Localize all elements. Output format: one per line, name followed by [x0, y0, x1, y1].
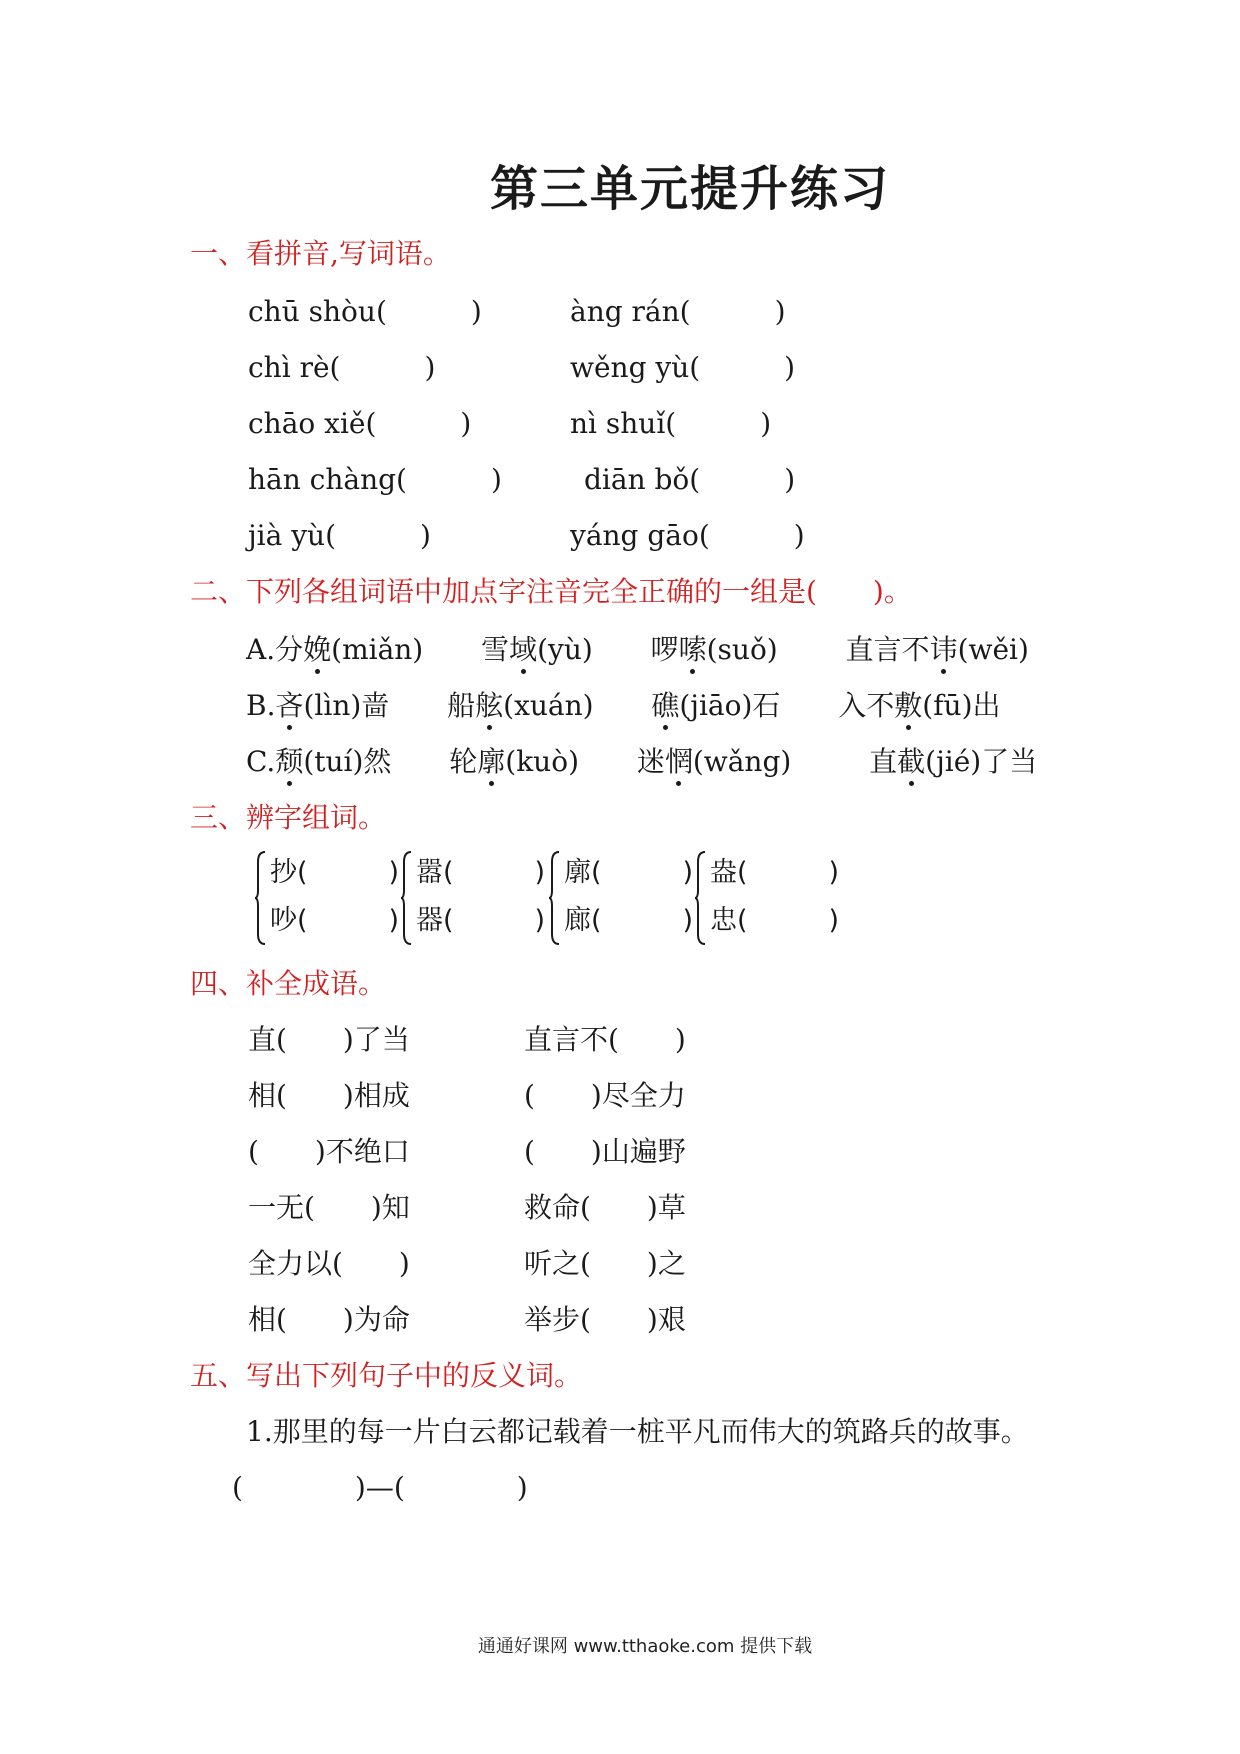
pinyin-item: diān bǒ( ) — [584, 463, 796, 496]
dotted-char: 截 — [897, 740, 925, 780]
dotted-char: 颓 — [275, 740, 303, 780]
pinyin-item: chì rè( ) — [248, 351, 436, 384]
dotted-char: 嗦 — [679, 628, 707, 668]
idiom-item: ( )尽全力 — [524, 1079, 686, 1112]
dotted-char: 舷 — [475, 684, 503, 724]
page-title: 第三单元提升练习 — [489, 161, 890, 217]
idiom-item: 直言不( ) — [524, 1023, 686, 1056]
dotted-char: 廓 — [477, 740, 505, 780]
dotted-char: 娩 — [303, 628, 331, 668]
pinyin-item: jià yù( ) — [248, 519, 431, 552]
dotted-char: 吝 — [275, 684, 303, 724]
option-b: B.吝(lìn)啬 船舷(xuán) 礁(jiāo)石 入不敷(fū)出 — [246, 684, 1001, 724]
option-c: C.颓(tuí)然 轮廓(kuò) 迷惘(wǎng) 直截(jié)了当 — [246, 740, 1037, 780]
pinyin-item: nì shuǐ( ) — [570, 407, 772, 440]
dotted-char: 域 — [509, 628, 537, 668]
dotted-char: 讳 — [930, 628, 958, 668]
idiom-item: 一无( )知 — [248, 1191, 410, 1224]
section3-heading: 三、辨字组词。 — [190, 801, 387, 834]
idiom-item: 相( )相成 — [248, 1079, 410, 1112]
pinyin-item: àng rán( ) — [570, 295, 786, 328]
brace-icon — [694, 850, 706, 946]
idiom-item: ( )不绝口 — [248, 1135, 410, 1168]
footer: 通通好课网 www.tthaoke.com 提供下载 — [477, 1636, 813, 1657]
dotted-char: 礁 — [651, 684, 679, 724]
option-a: A.分娩(miǎn) 雪域(yù) 啰嗦(suǒ) 直言不讳(wěi) — [246, 628, 1029, 668]
idiom-item: ( )山遍野 — [524, 1135, 686, 1168]
section1-heading: 一、看拼音,写词语。 — [190, 237, 451, 270]
pinyin-item: hān chàng( ) — [248, 463, 502, 496]
idiom-item: 救命( )草 — [524, 1191, 686, 1224]
char-pair-group: 廓( ) 廊( ) — [548, 850, 688, 950]
idiom-item: 听之( )之 — [524, 1247, 686, 1280]
brace-icon — [254, 850, 266, 946]
dotted-char: 敷 — [894, 684, 922, 724]
section5-heading: 五、写出下列句子中的反义词。 — [190, 1359, 583, 1392]
pinyin-item: chāo xiě( ) — [248, 407, 472, 440]
sentence: 1.那里的每一片白云都记载着一桩平凡而伟大的筑路兵的故事。 — [246, 1415, 1029, 1448]
pinyin-item: yáng gāo( ) — [570, 519, 805, 552]
char-pair-group: 嚣( ) 器( ) — [400, 850, 540, 950]
brace-icon — [400, 850, 412, 946]
idiom-item: 相( )为命 — [248, 1303, 410, 1336]
antonym-answer: ( )—( ) — [232, 1471, 528, 1504]
char-pair-group: 盎( ) 忠( ) — [694, 850, 834, 950]
char-pair-group: 抄( ) 吵( ) — [254, 850, 394, 950]
idiom-item: 直( )了当 — [248, 1023, 410, 1056]
pinyin-item: chū shòu( ) — [248, 295, 482, 328]
idiom-item: 举步( )艰 — [524, 1303, 686, 1336]
dotted-char: 惘 — [665, 740, 693, 780]
pinyin-item: wěng yù( ) — [570, 351, 796, 384]
idiom-item: 全力以( ) — [248, 1247, 410, 1280]
section4-heading: 四、补全成语。 — [190, 967, 387, 1000]
section2-heading: 二、下列各组词语中加点字注音完全正确的一组是( )。 — [190, 575, 912, 608]
brace-icon — [548, 850, 560, 946]
